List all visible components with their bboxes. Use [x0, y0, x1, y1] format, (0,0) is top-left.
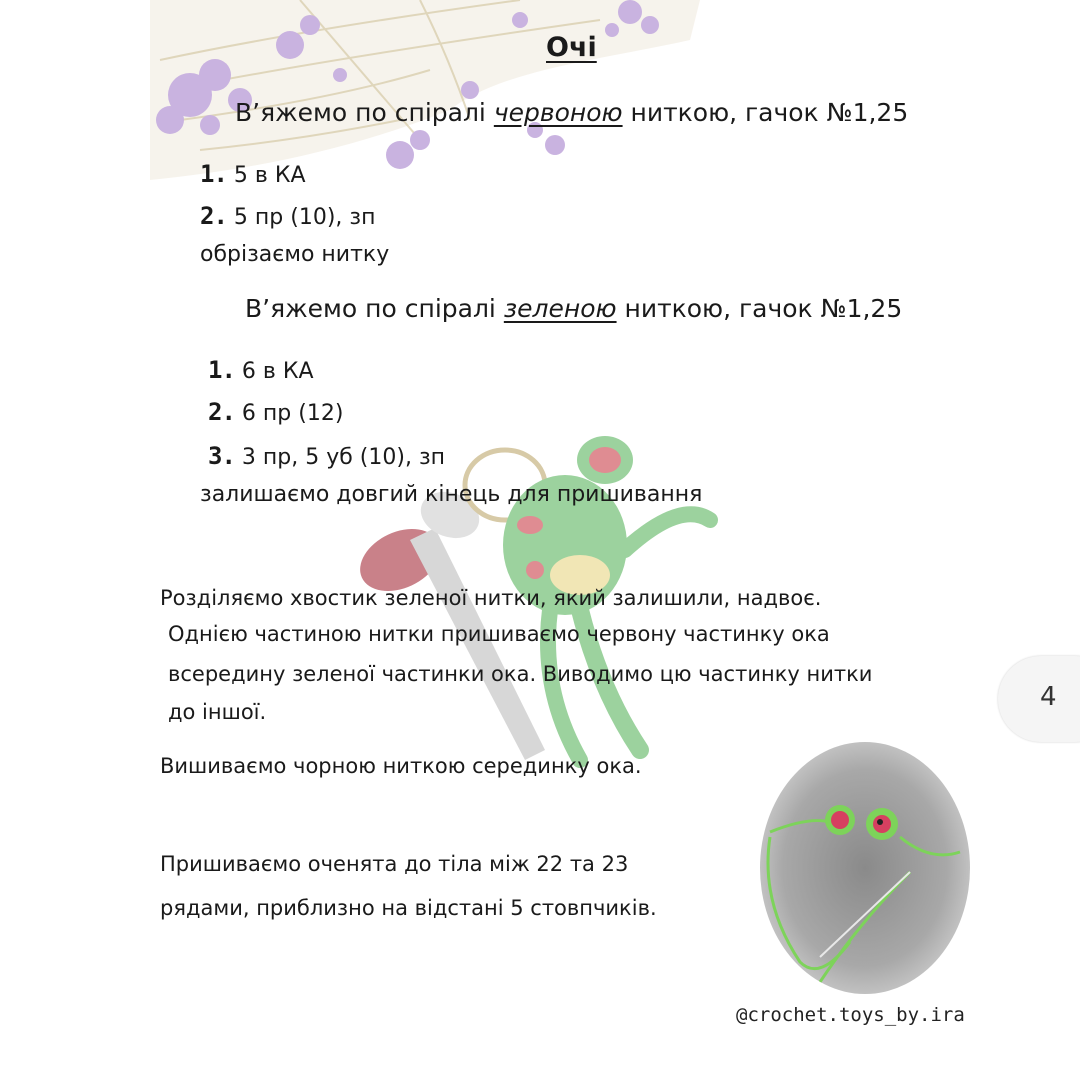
heading-text: ниткою, гачок №1,25: [616, 294, 903, 323]
row-text: 6 пр (12): [241, 401, 344, 426]
row-text: 5 в КА: [233, 163, 306, 188]
pattern-row: [200, 160, 306, 188]
row-number: 1.: [200, 160, 227, 188]
instruction-line: рядами, приблизно на відстані 5 стовпчиків.: [160, 896, 657, 920]
pattern-note: обрізаємо нитку: [200, 242, 390, 267]
row-text: 3 пр, 5 уб (10), зп: [241, 445, 446, 470]
instruction-line: до іншої.: [168, 700, 267, 724]
row-text: 5 пр (10), зп: [233, 205, 376, 230]
section-heading-green: [245, 294, 902, 323]
instruction-line: Розділяємо хвостик зеленої нитки, який залишили, надвоє.: [160, 586, 822, 610]
row-number: 2.: [200, 202, 227, 230]
pattern-row: [208, 442, 445, 470]
row-number: 2.: [208, 398, 235, 426]
heading-emphasis: зеленою: [503, 294, 617, 323]
heading-text: ниткою, гачок №1,25: [622, 98, 909, 127]
heading-text: В’яжемо по спіралі: [235, 98, 494, 127]
author-signature: @crochet.toys_by.ira: [736, 1004, 965, 1026]
heading-emphasis: червоною: [493, 98, 623, 127]
instruction-line: Вишиваємо чорною ниткою серединку ока.: [160, 754, 642, 778]
section-heading-red: [235, 98, 908, 127]
eyes-photo: [760, 742, 970, 994]
pattern-row: [200, 202, 375, 230]
pattern-row: [208, 356, 314, 384]
heading-text: В’яжемо по спіралі: [245, 294, 504, 323]
instruction-line: Пришиваємо оченята до тіла між 22 та 23: [160, 852, 629, 876]
page-title: Очі: [546, 32, 597, 63]
page-number: 4: [1040, 682, 1057, 712]
instruction-line: всередину зеленої частинки ока. Виводимо цю частинку нитки: [168, 662, 873, 686]
pattern-note: залишаємо довгий кінець для пришивання: [200, 482, 703, 507]
row-text: 6 в КА: [241, 359, 314, 384]
crochet-eyes-icon: [760, 742, 970, 994]
row-number: 1.: [208, 356, 235, 384]
row-number: 3.: [208, 442, 235, 470]
page-number-tab[interactable]: [998, 656, 1080, 742]
instruction-line: Однією частиною нитки пришиваємо червону частинку ока: [168, 622, 830, 646]
pattern-row: [208, 398, 343, 426]
